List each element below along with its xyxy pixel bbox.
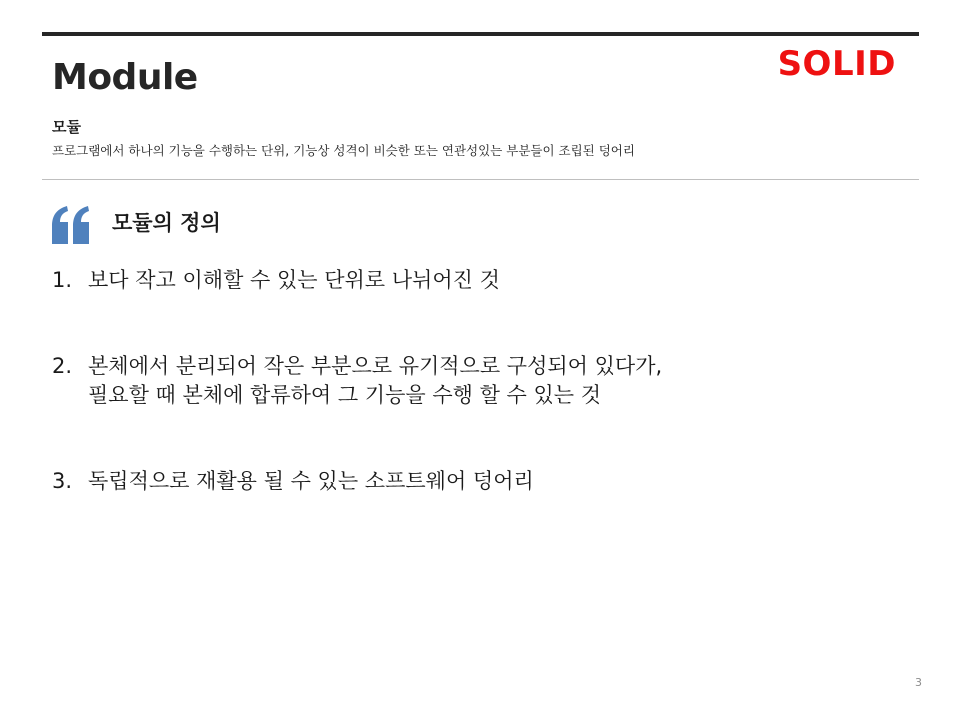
quote-icon [50, 206, 92, 244]
slide-title: Module [52, 57, 198, 98]
list-item-number: 2. [52, 354, 73, 378]
list-item-text: 본체에서 분리되어 작은 부분으로 유기적으로 구성되어 있다가, [88, 354, 663, 378]
divider [42, 179, 919, 180]
list-item [52, 352, 662, 410]
list-item-text: 독립적으로 재활용 될 수 있는 소프트웨어 덩어리 [88, 469, 534, 493]
section-heading: 모듈의 정의 [112, 211, 221, 235]
list-item-text: 보다 작고 이해할 수 있는 단위로 나뉘어진 것 [88, 268, 500, 292]
list-item [52, 266, 500, 295]
list-item-number: 3. [52, 469, 73, 493]
page-number: 3 [915, 676, 922, 689]
list-item-text-continued: 필요할 때 본체에 합류하여 그 기능을 수행 할 수 있는 것 [88, 383, 602, 407]
list-item [52, 467, 534, 496]
subtitle-description: 프로그램에서 하나의 기능을 수행하는 단위, 기능상 성격이 비슷한 또는 연관성있는 부분들이 조립된 덩어리 [52, 143, 635, 158]
top-rule [42, 32, 919, 36]
subtitle: 모듈 [52, 118, 81, 136]
solid-tag: SOLID [777, 44, 896, 84]
list-item-number: 1. [52, 268, 73, 292]
